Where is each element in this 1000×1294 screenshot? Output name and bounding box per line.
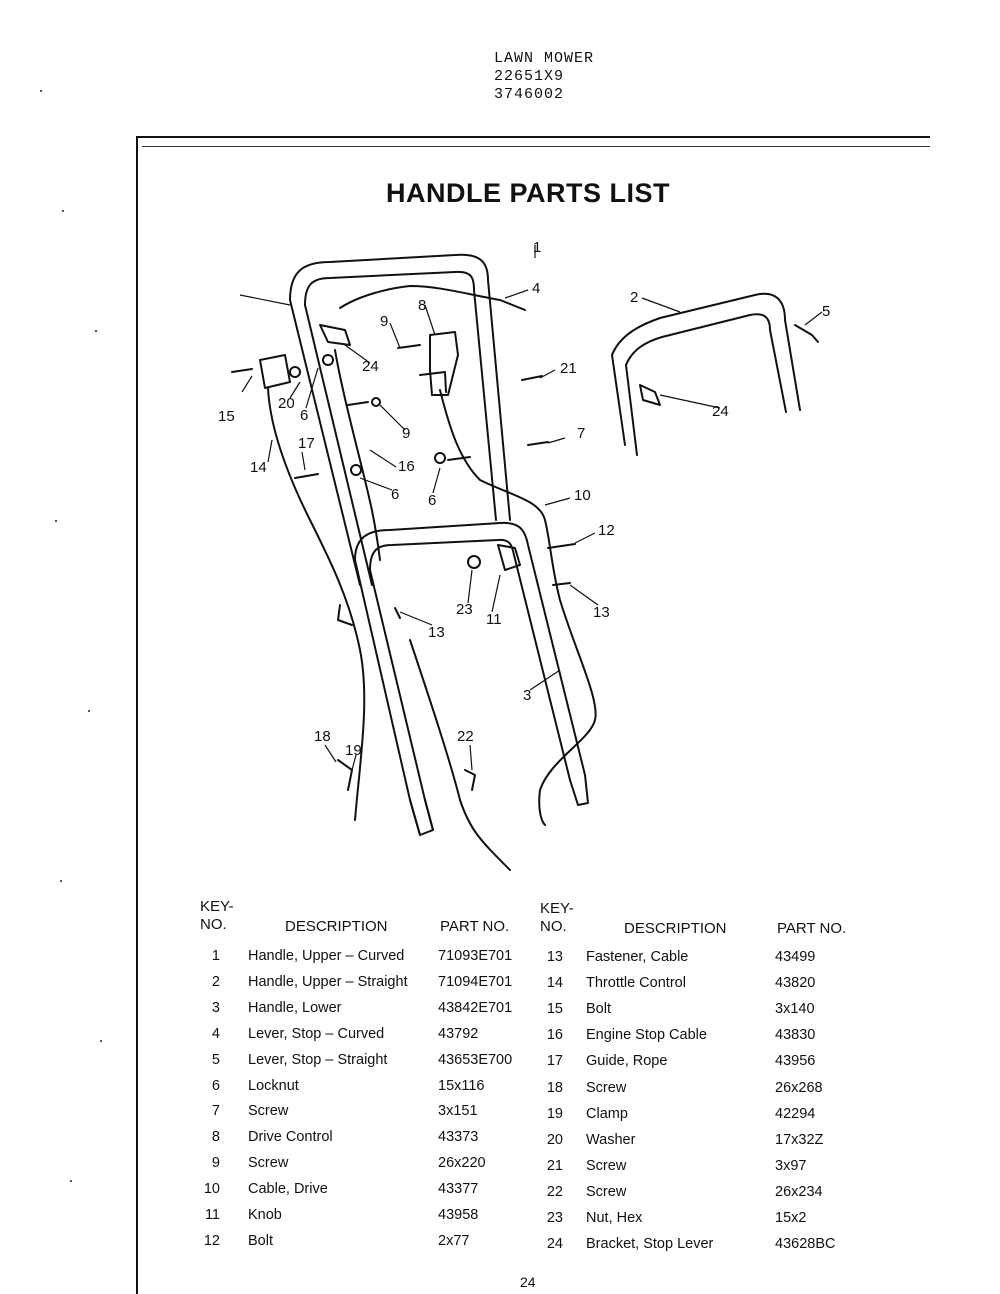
key-number: 7 xyxy=(211,1103,220,1120)
callout-24b: 24 xyxy=(712,403,729,420)
part-description: Handle, Lower xyxy=(248,999,342,1016)
scan-speck xyxy=(60,880,62,882)
callout-9a: 9 xyxy=(380,313,389,330)
key-number: 20 xyxy=(546,1131,563,1148)
left-part-no-header: PART NO. xyxy=(440,918,510,935)
right-key-header: KEY- NO. xyxy=(540,900,574,935)
callout-6a: 6 xyxy=(300,407,309,424)
part-number: 3x140 xyxy=(775,1001,815,1018)
callout-18: 18 xyxy=(314,728,331,745)
part-number: 71093E701 xyxy=(438,948,513,964)
part-number: 42294 xyxy=(775,1105,816,1122)
stop-lever-straight xyxy=(795,325,818,342)
part-number: 71094E701 xyxy=(438,973,513,990)
scan-speck xyxy=(55,520,57,522)
part-description: Cable, Drive xyxy=(248,1181,328,1198)
part-number: 26x234 xyxy=(775,1183,823,1200)
part-description: Washer xyxy=(586,1131,636,1148)
part-number: 26x268 xyxy=(775,1079,823,1096)
callout-2: 2 xyxy=(630,289,639,306)
part-number: 43377 xyxy=(438,1181,479,1198)
key-number: 19 xyxy=(546,1105,563,1122)
callout-1: 1 xyxy=(533,239,542,256)
callout-4: 4 xyxy=(532,280,541,297)
callout-3: 3 xyxy=(523,687,532,704)
part-description: Lever, Stop – Curved xyxy=(248,1025,385,1042)
callout-16: 16 xyxy=(398,458,415,475)
callout-13b: 13 xyxy=(428,624,445,641)
part-description: Knob xyxy=(248,1207,282,1223)
part-number: 3x151 xyxy=(438,1103,478,1120)
part-description: Screw xyxy=(586,1183,627,1200)
key-number: 4 xyxy=(211,1025,220,1042)
callout-22: 22 xyxy=(457,728,474,745)
part-number: 17x32Z xyxy=(775,1131,824,1148)
key-number: 8 xyxy=(211,1129,220,1146)
page-title: HANDLE PARTS LIST xyxy=(386,178,670,208)
key-number: 10 xyxy=(203,1181,220,1198)
part-description: Fastener, Cable xyxy=(586,949,689,965)
callout-19: 19 xyxy=(345,742,362,759)
part-number: 43958 xyxy=(438,1207,479,1223)
callout-11: 11 xyxy=(486,611,502,628)
key-number: 5 xyxy=(211,1051,220,1068)
key-number: 22 xyxy=(546,1183,563,1200)
scan-speck xyxy=(95,330,97,332)
callout-17: 17 xyxy=(298,435,315,452)
scan-speck xyxy=(62,210,64,212)
callout-10: 10 xyxy=(574,487,591,504)
key-number: 16 xyxy=(546,1027,563,1044)
drive-control-part xyxy=(430,332,458,395)
callout-21: 21 xyxy=(560,360,577,377)
key-number: 24 xyxy=(546,1236,563,1253)
key-number: 15 xyxy=(546,1001,563,1018)
key-number: 18 xyxy=(546,1079,563,1096)
right-description-header: DESCRIPTION xyxy=(624,920,727,937)
key-number: 11 xyxy=(204,1207,220,1223)
callout-13a: 13 xyxy=(593,604,610,621)
part-number: 43842E701 xyxy=(438,999,513,1016)
part-number: 43499 xyxy=(775,949,816,965)
part-description: Screw xyxy=(248,1155,289,1172)
key-number: 21 xyxy=(546,1157,563,1174)
part-number: 43628BC xyxy=(775,1236,836,1253)
callout-20: 20 xyxy=(278,395,295,412)
part-number: 15x2 xyxy=(775,1210,807,1226)
key-number: 2 xyxy=(211,973,220,990)
left-key-header: KEY- NO. xyxy=(200,898,234,933)
part-description: Lever, Stop – Straight xyxy=(248,1051,388,1068)
key-number: 12 xyxy=(203,1232,220,1249)
upper-curved-handle-part xyxy=(290,255,510,520)
key-number: 6 xyxy=(211,1077,220,1094)
callout-6c: 6 xyxy=(428,492,437,509)
scan-speck xyxy=(40,90,42,92)
page-number: 24 xyxy=(520,1274,536,1290)
scan-speck xyxy=(100,1040,102,1042)
part-description: Screw xyxy=(586,1157,627,1174)
part-description: Clamp xyxy=(586,1105,628,1122)
part-number: 43373 xyxy=(438,1129,479,1146)
part-description: Bracket, Stop Lever xyxy=(586,1236,714,1253)
part-number: 15x116 xyxy=(438,1077,485,1094)
part-description: Screw xyxy=(586,1079,627,1096)
callout-24a: 24 xyxy=(362,358,379,375)
part-description: Locknut xyxy=(248,1077,299,1094)
key-number: 13 xyxy=(546,949,563,965)
part-number: 43792 xyxy=(438,1025,479,1042)
key-number: 9 xyxy=(211,1155,220,1172)
part-description: Engine Stop Cable xyxy=(586,1027,707,1044)
part-number: 43830 xyxy=(775,1027,816,1044)
callout-6b: 6 xyxy=(391,486,400,503)
part-description: Handle, Upper – Curved xyxy=(248,948,405,964)
part-number: 43653E700 xyxy=(438,1051,513,1068)
callout-14: 14 xyxy=(250,459,267,476)
upper-straight-handle-part xyxy=(612,294,800,410)
stop-lever-curved xyxy=(340,286,525,310)
callout-23: 23 xyxy=(456,601,473,618)
part-number: 26x220 xyxy=(438,1155,486,1172)
part-number: 43956 xyxy=(775,1053,816,1070)
callout-12: 12 xyxy=(598,522,615,539)
part-number: 2x77 xyxy=(438,1232,470,1249)
part-description: Throttle Control xyxy=(586,975,686,992)
left-description-header: DESCRIPTION xyxy=(285,918,388,935)
part-description: Guide, Rope xyxy=(586,1053,668,1070)
part-description: Bolt xyxy=(586,1001,611,1018)
part-description: Nut, Hex xyxy=(586,1210,643,1226)
callout-8: 8 xyxy=(418,297,427,314)
callout-5: 5 xyxy=(822,303,831,320)
right-part-no-header: PART NO. xyxy=(777,920,847,937)
part-number: 43820 xyxy=(775,975,816,992)
upper-curved-handle-inner xyxy=(305,272,496,520)
key-number: 14 xyxy=(546,975,563,992)
model-number: 22651X9 xyxy=(494,68,565,85)
key-number: 1 xyxy=(211,948,220,964)
part-description: Bolt xyxy=(248,1232,273,1249)
callout-7: 7 xyxy=(577,425,586,442)
key-number: 17 xyxy=(546,1053,563,1070)
callout-9b: 9 xyxy=(402,425,411,442)
catalog-number: 3746002 xyxy=(494,86,565,103)
key-number: 23 xyxy=(546,1210,563,1226)
part-description: Screw xyxy=(248,1103,289,1120)
throttle-control-part xyxy=(260,355,290,388)
callout-15: 15 xyxy=(218,408,235,425)
key-number: 3 xyxy=(211,999,220,1016)
part-number: 3x97 xyxy=(775,1157,807,1174)
scan-speck xyxy=(70,1180,72,1182)
scan-speck xyxy=(88,710,90,712)
part-description: Handle, Upper – Straight xyxy=(248,973,408,990)
part-description: Drive Control xyxy=(248,1129,333,1146)
product-name: LAWN MOWER xyxy=(494,50,595,67)
